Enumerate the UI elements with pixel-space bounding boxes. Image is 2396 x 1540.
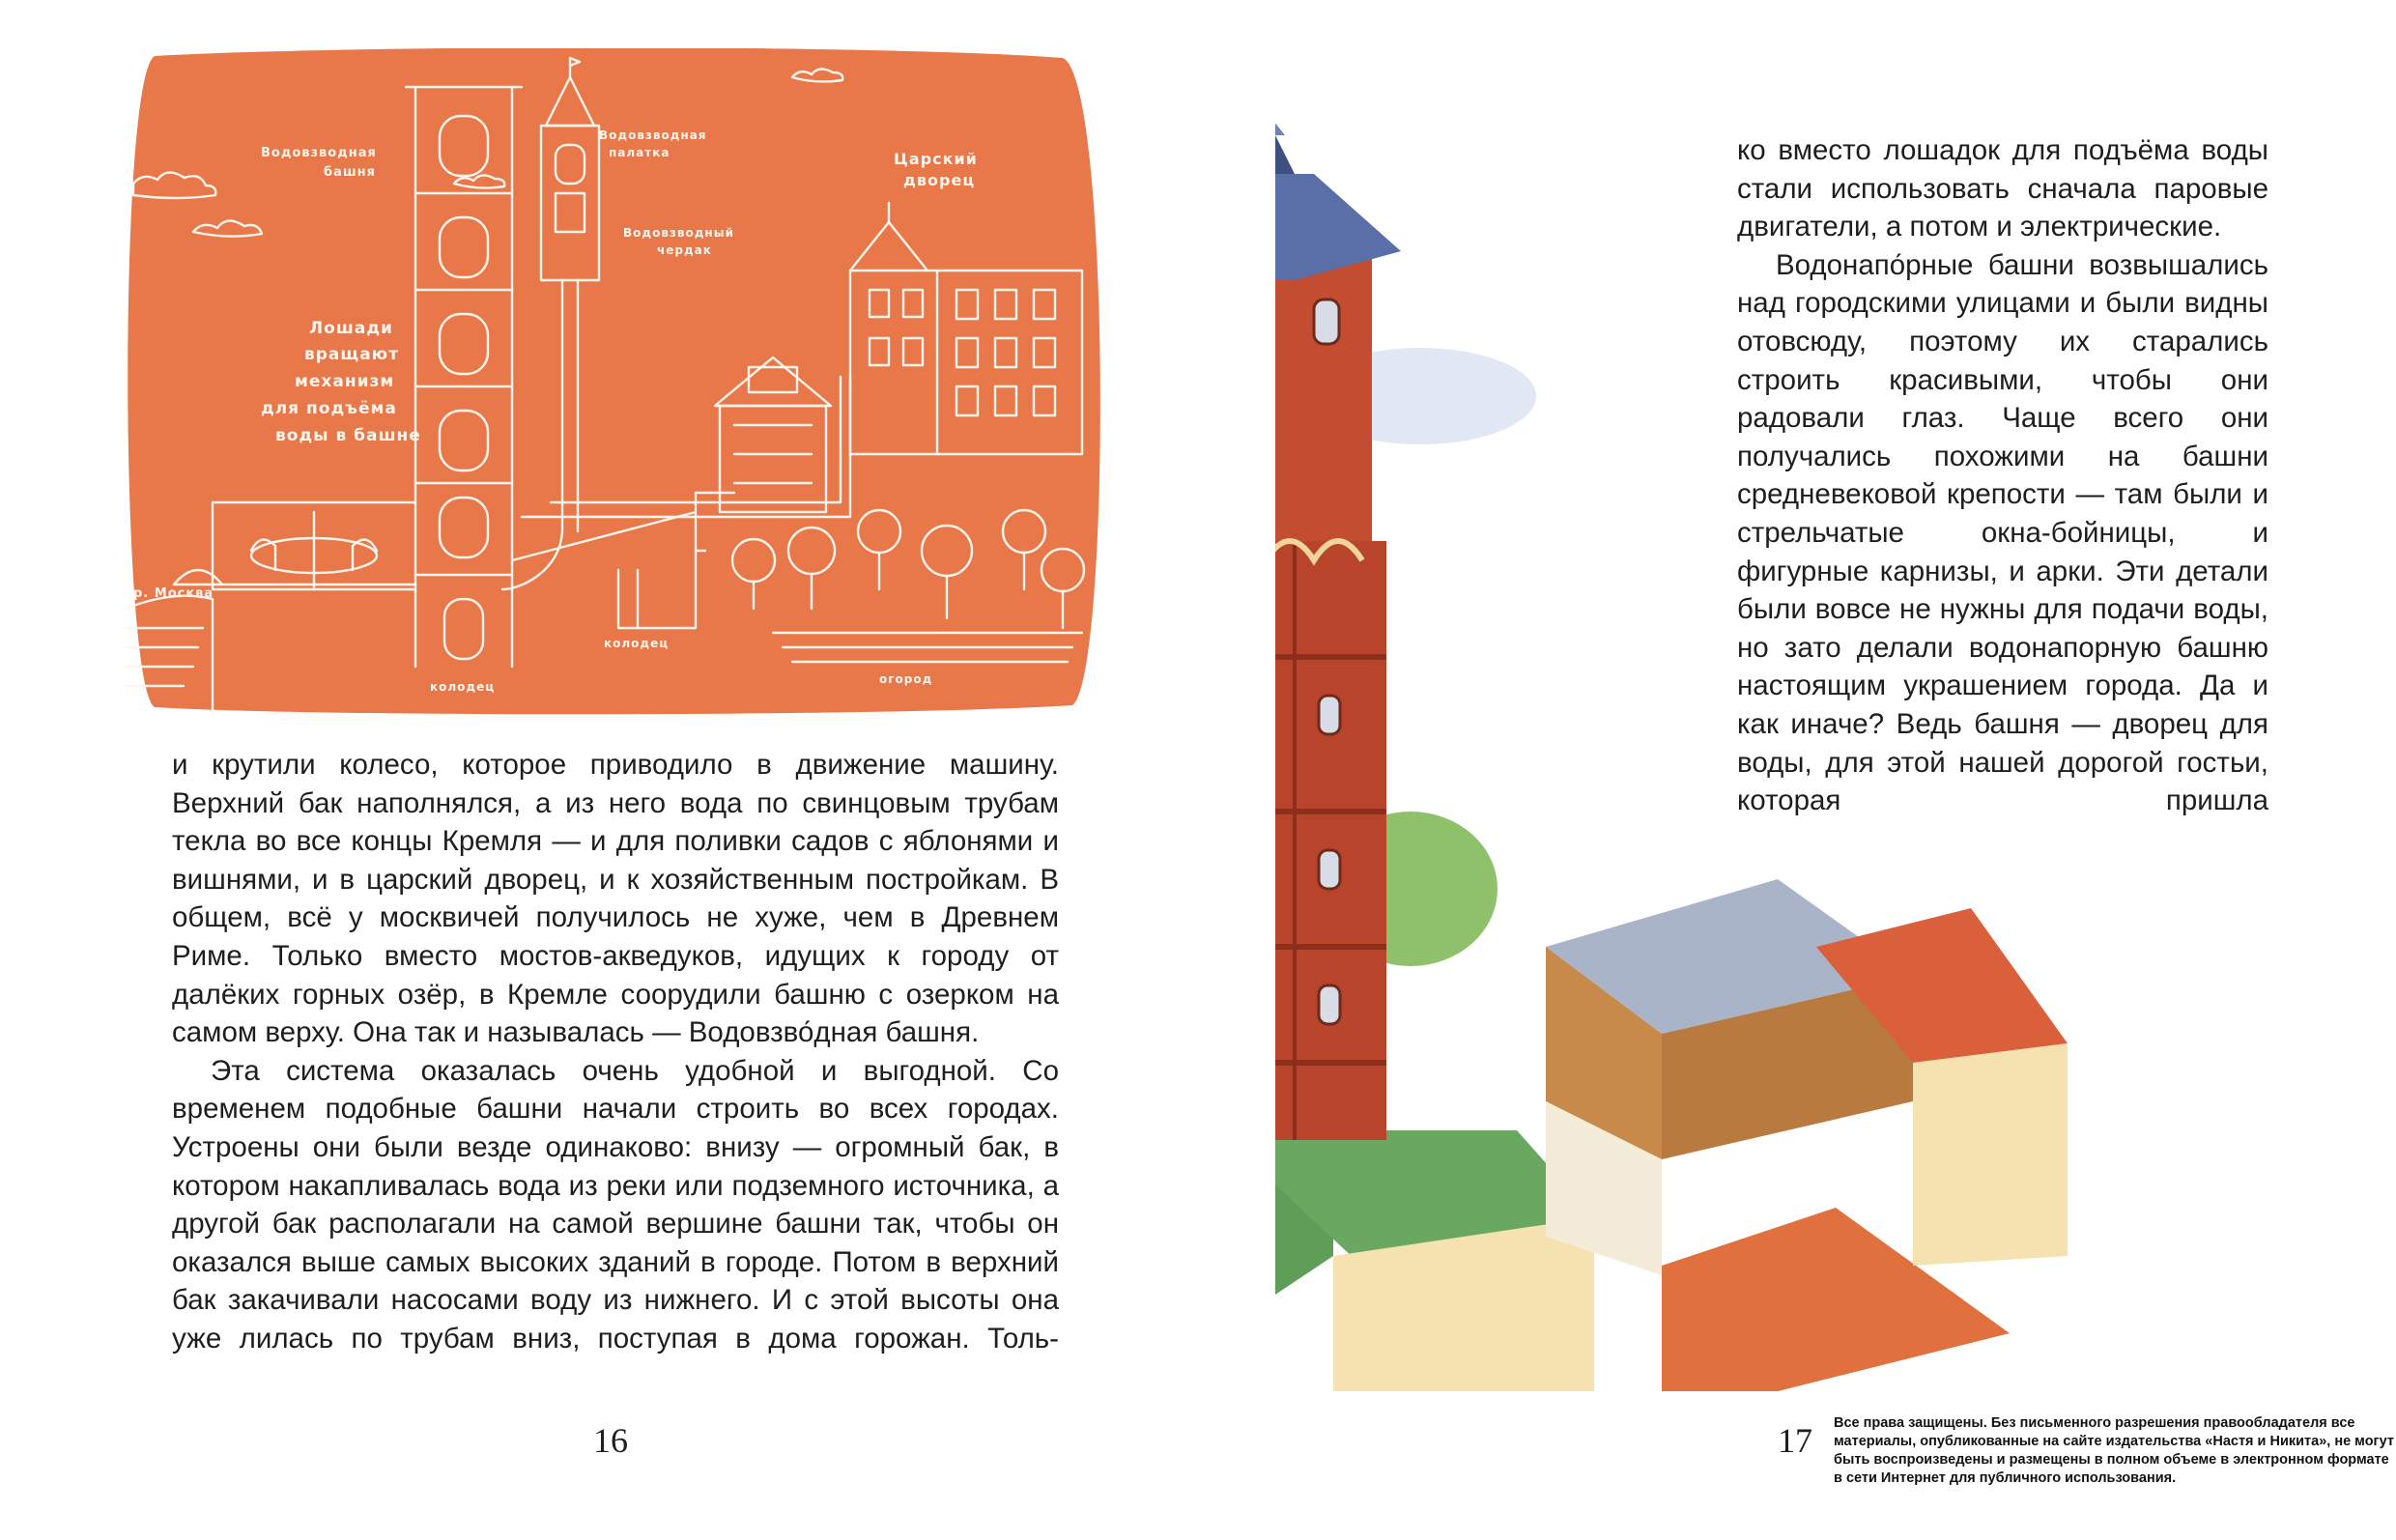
label-water-attic-2: чердак	[657, 243, 712, 257]
label-garden: огород	[879, 672, 933, 686]
label-water-tower: Водовзводная	[261, 146, 377, 160]
right-paragraph-2: Водонапо́рные башни возвышались над городскими улицами и были видны отовсюду, поэтому их старались строить красивыми, чтобы они радовали глаз. Чаще всего они получались похожими на башни средневековой крепости — там были и стрельчатые окна-бойницы, и фигурные карнизы, и арки. Эти детали были вовсе не нужны для подачи воды, но зато делали водонапорную башню настоящим украшением города. Да и как иначе? Ведь башня — дворец для воды, для этой нашей дорогой гостьи, которая пришла	[1737, 248, 2268, 817]
label-tsar-palace-2: дворец	[903, 171, 976, 189]
label-well-2: колодец	[604, 637, 670, 650]
tower-body	[1275, 203, 1386, 1140]
label-well-1: колодец	[430, 680, 496, 694]
left-page-text	[172, 746, 1059, 1358]
copyright-notice: Все права защищены. Без письменного разрешения правообладателя все материалы, опубликованные на сайте издательства «Настя и Никита», не могут быть воспроизведены и размещены в полном объеме в электронном формате в сети Интернет для публичного использования.	[1834, 1415, 2394, 1486]
page-number-right: 17	[1778, 1421, 1812, 1460]
label-horses-2: вращают	[304, 345, 400, 364]
left-paragraph-1: и крутили колесо, которое приводило в движение машину. Верхний бак наполнялся, а из него вода по свинцовым трубам текла во все концы Кремля — и для поливки садов с яблонями и вишнями, и в царский дворец, и к хозяйственным постройкам. В общем, всё у москвичей получилось не хуже, чем в Древнем Риме. Только вместо мостов-акведуков, идущих к городу от далёких горных озёр, в Кремле соорудили башню с озерком на самом верху. Она так и называлась — Водовзво́дная башня.	[172, 749, 1059, 1049]
label-water-house-2: палатка	[609, 146, 670, 159]
right-page-text	[1737, 131, 2268, 820]
label-horses-3: механизм	[295, 372, 395, 391]
label-horses-4: для подъёма	[261, 399, 397, 418]
label-water-house: Водовзводная	[599, 128, 707, 142]
label-river: р. Москва	[133, 586, 214, 601]
label-horses-5: воды в башне	[275, 426, 421, 445]
label-horses-1: Лошади	[309, 319, 393, 338]
tower-roof	[1275, 58, 1401, 280]
label-water-attic: Водовзводный	[623, 226, 734, 240]
page-number-left: 16	[593, 1421, 628, 1460]
right-paragraph-1: ко вместо лошадок для подъёма воды стали использовать сначала паровые двигатели, а потом и электрические.	[1737, 134, 2268, 243]
right-page	[1198, 0, 2396, 1540]
left-paragraph-2: Эта система оказалась очень удобной и выгодной. Со временем подобные башни начали строить во всех городах. Устроены они были везде одинаково: внизу — огромный бак, в котором накапливалась вода из реки или подземного источника, а другой бак располагали на самой вершине башни так, чтобы он оказался выше самых высоких зданий в городе. Потом в верхний бак закачивали насосами воду из нижнего. И с этой высоты она уже лилась по трубам вниз, поступая в дома горожан. Толь-	[172, 1054, 1059, 1355]
label-water-tower-2: башня	[324, 165, 376, 180]
label-tsar-palace: Царский	[894, 150, 978, 168]
water-tower-diagram	[116, 48, 1111, 715]
